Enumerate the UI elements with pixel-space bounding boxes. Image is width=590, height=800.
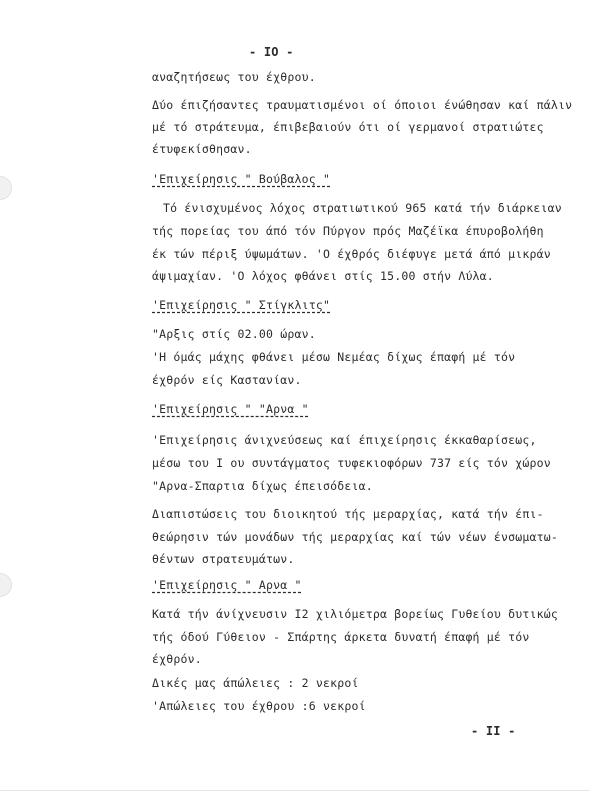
text-line-underlined-heading: Διαπιστώσεις του διοικητού τής μεραρχίας, κατά τήν έπι- bbox=[152, 507, 544, 521]
text-line: "Αρξις στίς 02.00 ώραν. bbox=[152, 327, 316, 341]
text-line: Δικές μας άπώλειες : 2 νεκροί bbox=[152, 676, 359, 690]
text-line: θεώρησιν τών μονάδων τής μεραρχίας καί τών νέων ένσωματω- bbox=[152, 530, 559, 544]
text-line: αναζητήσεως του έχθρου. bbox=[152, 70, 316, 84]
section-heading: 'Επιχείρησις " Βούβαλος " bbox=[152, 172, 331, 186]
text-line: μέσω του Ι ου συντάγματος τυφεκιοφόρων 737 είς τόν χώρον bbox=[152, 456, 551, 470]
text-line: έκ τών πέριξ ύψωμάτων. 'Ο έχθρός διέφυγε μετά άπό μικράν bbox=[152, 247, 551, 261]
text-line: έτυφεκίσθησαν. bbox=[152, 142, 252, 156]
text-line: 'Η όμάς μάχης φθάνει μέσω Νεμέας δίχως έπαφή μέ τόν bbox=[152, 350, 516, 364]
text-line: 'Απώλειες του έχθρου :6 νεκροί bbox=[152, 699, 366, 713]
page-number-bottom: - II - bbox=[471, 724, 516, 738]
text-line: "Αρνα-Σπαρτια δίχως έπεισόδεια. bbox=[152, 479, 373, 493]
text-line: τής όδού Γύθειον - Σπάρτης άρκετα δυνατή έπαφή μέ τόν bbox=[152, 630, 530, 644]
text-line: Τό ένισχυμένος λόχος στρατιωτικού 965 κατά τήν διάρκειαν bbox=[163, 201, 562, 215]
section-heading: 'Επιχείρησις " "Αρνα " bbox=[152, 402, 309, 416]
punch-hole bbox=[0, 176, 12, 200]
text-line: μέ τό στράτευμα, έπιβεβαιούν ότι οί γερμανοί στρατιώτες bbox=[152, 120, 544, 134]
text-line: τής πορείας του άπό τόν Πύργον πρός Μαζέϊκα έπυροβολήθη bbox=[152, 224, 544, 238]
text-line: Κατά τήν άνίχνευσιν Ι2 χιλιόμετρα βορείως Γυθείου δυτικώς bbox=[152, 607, 559, 621]
text-line: 'Επιχείρησις άνιχνεύσεως καί έπιχείρησις έκκαθαρίσεως, bbox=[152, 433, 537, 447]
text-line: έχθρόν. bbox=[152, 652, 202, 666]
punch-hole bbox=[0, 573, 12, 597]
text-line: Δύο έπιζήσαντες τραυματισμένοι οί όποιοι ένώθησαν καί πάλιν bbox=[152, 98, 573, 112]
text-line: άψιμαχίαν. 'Ο λόχος φθάνει στίς 15.00 στήν Λύλα. bbox=[152, 269, 494, 283]
page-number-top: - IO - bbox=[249, 45, 294, 59]
section-heading: 'Επιχείρησις " Αρνα " bbox=[152, 578, 302, 592]
section-heading: 'Επιχείρησις " Στίγκλιτς" bbox=[152, 298, 331, 312]
text-line: θέντων στρατευμάτων. bbox=[152, 552, 295, 566]
page-edge-divider bbox=[0, 790, 590, 791]
text-line: έχθρόν είς Καστανίαν. bbox=[152, 373, 302, 387]
